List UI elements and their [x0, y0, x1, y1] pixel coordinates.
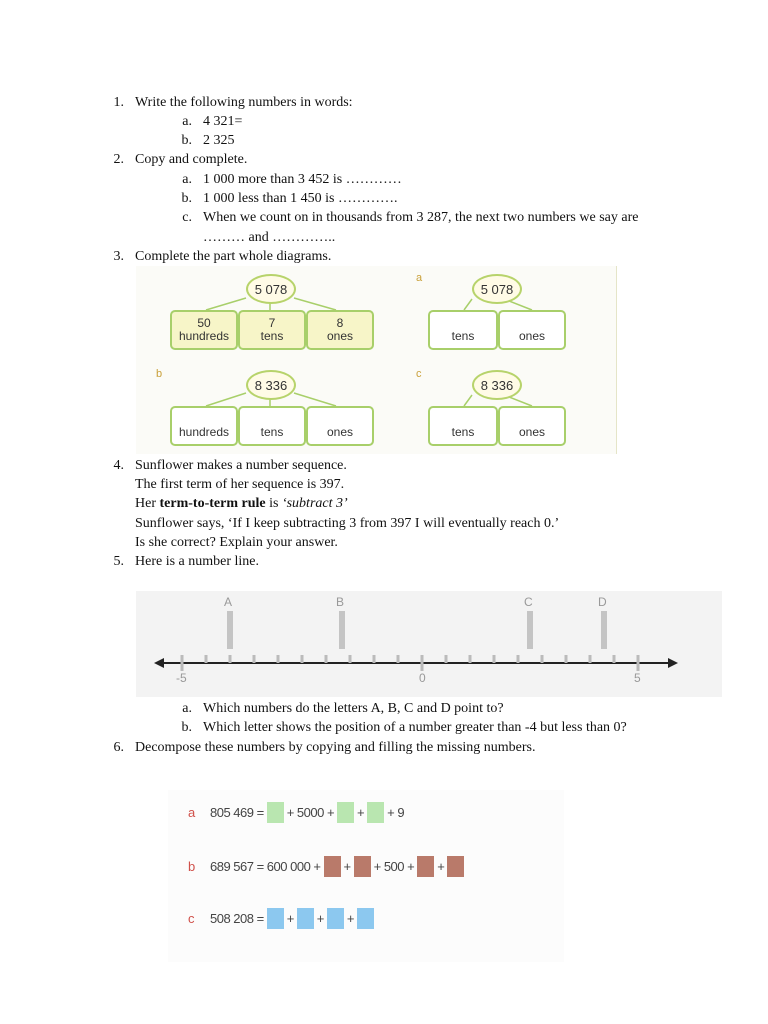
whole-circle: 5 078: [246, 274, 296, 304]
part-box-hundreds: 50 hundreds: [170, 310, 238, 350]
part-whole-diagrams: [136, 266, 617, 454]
part-box-hundreds: hundreds: [170, 406, 238, 446]
tick-label-middle: 0: [419, 671, 426, 685]
blank-box: [267, 908, 284, 929]
part-box-tens: tens: [238, 406, 306, 446]
point-label-b: B: [336, 595, 345, 609]
part-box-tens: tens: [428, 406, 498, 446]
whole-circle: 8 336: [472, 370, 522, 400]
question-text: Copy and complete.: [135, 152, 248, 167]
blank-box: [327, 908, 344, 929]
part-box-ones: 8 ones: [306, 310, 374, 350]
whole-circle: 5 078: [472, 274, 522, 304]
blank-box: [337, 802, 354, 823]
diagram-letter: c: [416, 368, 422, 380]
question-text: Complete the part whole diagrams.: [135, 249, 332, 264]
blank-box: [267, 802, 284, 823]
part-box-tens: tens: [428, 310, 498, 350]
blank-box: [367, 802, 384, 823]
question-text: Write the following numbers in words:: [135, 95, 353, 110]
question-number: 1.: [113, 95, 124, 110]
point-label-a: A: [224, 595, 233, 609]
blank-box: [357, 908, 374, 929]
question-number: 6.: [113, 740, 124, 755]
question-number: 5.: [113, 554, 124, 569]
part-box-ones: ones: [498, 310, 566, 350]
rule-line: Her term-to-term rule is ‘subtract 3’: [135, 496, 348, 511]
question-text: Decompose these numbers by copying and filling the missing numbers.: [135, 740, 536, 755]
blank-box: [417, 856, 434, 877]
decompose-row-a: a 805 469 = + 5000 + + + 9: [188, 802, 404, 823]
whole-circle: 8 336: [246, 370, 296, 400]
decomposition-image: [168, 790, 564, 962]
point-label-d: D: [598, 595, 607, 609]
number-line-image: [136, 591, 722, 697]
decompose-row-b: b 689 567 = 600 000 + + + 500 + +: [188, 856, 467, 877]
question-number: 2.: [113, 152, 124, 167]
decompose-row-c: c 508 208 = + + +: [188, 908, 377, 929]
diagram-letter: b: [156, 368, 163, 380]
tick-label-right: 5: [634, 671, 641, 685]
part-box-ones: ones: [306, 406, 374, 446]
question-number: 4.: [113, 458, 124, 473]
point-label-c: C: [524, 595, 533, 609]
diagram-letter: a: [416, 272, 423, 284]
list-item-continuation: ……… and …………..: [203, 230, 336, 245]
part-box-tens: 7 tens: [238, 310, 306, 350]
question-number: 3.: [113, 249, 124, 264]
blank-box: [354, 856, 371, 877]
blank-box: [297, 908, 314, 929]
part-box-ones: ones: [498, 406, 566, 446]
question-text: Here is a number line.: [135, 554, 260, 569]
blank-box: [447, 856, 464, 877]
tick-label-left: -5: [176, 671, 187, 685]
blank-box: [324, 856, 341, 877]
